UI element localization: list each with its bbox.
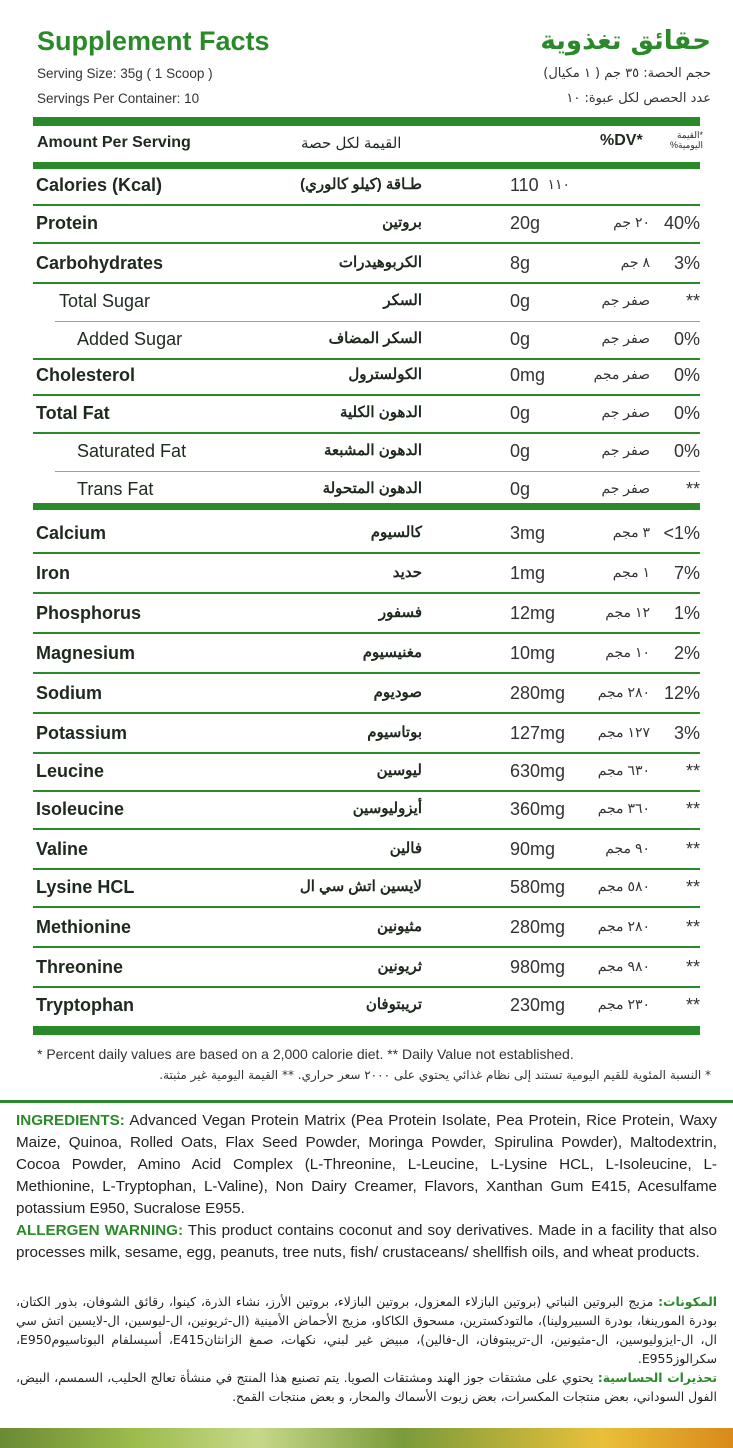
row-divider bbox=[33, 632, 700, 634]
nutrient-row bbox=[33, 516, 700, 554]
nutrient-amount: 0g bbox=[510, 403, 531, 423]
nutrient-row bbox=[33, 950, 700, 988]
nutrient-name-ar: الدهون المتحولة bbox=[322, 480, 422, 497]
nutrient-row bbox=[33, 716, 700, 754]
nutrient-amount: 90mg bbox=[510, 839, 556, 859]
nutrient-daily-value: 1% bbox=[673, 603, 700, 623]
nutrient-name-en: Threonine bbox=[36, 957, 124, 977]
nutrient-amount-ar: ١١٠ bbox=[547, 176, 570, 192]
bottom-thick-rule bbox=[33, 1026, 700, 1035]
footnote-ar: * النسبة المئوية للقيم اليومية تستند إلى نظام غذائي يحتوي على ٢٠٠٠ سعر حراري. ** القيمة اليومية غير مثبتة. bbox=[159, 1068, 711, 1082]
row-divider bbox=[33, 592, 700, 594]
nutrient-daily-value: 0% bbox=[673, 365, 700, 385]
nutrient-amount-ar: ١٠ مجم bbox=[605, 644, 650, 660]
ingredients-label-ar: المكونات: bbox=[658, 1294, 717, 1309]
allergen-text: This product contains coconut and soy derivatives. Made in a facility that also processes milk, sesame, egg, peanuts, tree nuts, fish/ crustaceans/ shellfish oils, and wheat products. bbox=[16, 1222, 717, 1261]
nutrient-daily-value: 7% bbox=[673, 563, 700, 583]
nutrient-daily-value: 40% bbox=[663, 213, 700, 233]
nutrient-amount-ar: صفر جم bbox=[601, 292, 650, 308]
nutrient-daily-value: 3% bbox=[673, 723, 700, 743]
nutrient-daily-value: ** bbox=[685, 291, 700, 311]
nutrient-amount: 3mg bbox=[510, 523, 546, 543]
nutrient-daily-value: ** bbox=[685, 761, 700, 781]
nutrient-name-ar: ثريونين bbox=[377, 958, 422, 975]
row-divider bbox=[33, 712, 700, 714]
title-ar: حقائق تغذوية bbox=[540, 26, 711, 56]
nutrient-row bbox=[33, 636, 700, 674]
product-photo-strip bbox=[0, 1428, 733, 1448]
allergen-label: ALLERGEN WARNING: bbox=[16, 1222, 184, 1239]
nutrient-name-en: Calories (Kcal) bbox=[36, 175, 163, 195]
nutrient-amount-ar: ٨ جم bbox=[620, 254, 650, 270]
nutrient-amount: 630mg bbox=[510, 761, 566, 781]
nutrient-daily-value: 3% bbox=[673, 253, 700, 273]
title-en: Supplement Facts bbox=[37, 26, 270, 56]
nutrient-row bbox=[33, 754, 700, 792]
nutrient-row bbox=[33, 596, 700, 634]
nutrient-name-en: Total Sugar bbox=[59, 291, 151, 311]
nutrient-name-en: Isoleucine bbox=[36, 799, 125, 819]
nutrient-amount-ar: صفر جم bbox=[601, 404, 650, 420]
nutrient-name-en: Protein bbox=[36, 213, 99, 233]
nutrient-amount: 360mg bbox=[510, 799, 566, 819]
nutrient-name-en: Lysine HCL bbox=[36, 877, 135, 897]
nutrient-row bbox=[33, 396, 700, 434]
nutrient-name-ar: صوديوم bbox=[373, 684, 422, 701]
nutrient-name-en: Tryptophan bbox=[36, 995, 134, 1015]
top-thick-rule bbox=[33, 117, 700, 126]
dv-header-ar: *القيمة اليومية% bbox=[670, 130, 703, 150]
nutrient-amount-ar: ٩٠ مجم bbox=[605, 840, 650, 856]
nutrient-name-en: Cholesterol bbox=[36, 365, 136, 385]
serving-size-ar: حجم الحصة: ٣٥ جم ( ١ مكيال) bbox=[543, 66, 711, 81]
nutrient-name-en: Carbohydrates bbox=[36, 253, 164, 273]
amount-header-en: Amount Per Serving bbox=[37, 134, 191, 151]
nutrient-daily-value: ** bbox=[685, 877, 700, 897]
row-divider bbox=[33, 552, 700, 554]
nutrient-daily-value: 0% bbox=[673, 441, 700, 461]
nutrient-name-ar: كالسيوم bbox=[370, 524, 422, 541]
nutrient-amount-ar: ٢٣٠ مجم bbox=[597, 996, 650, 1012]
nutrient-daily-value: ** bbox=[685, 799, 700, 819]
nutrient-daily-value: ** bbox=[685, 957, 700, 977]
row-divider bbox=[33, 503, 700, 510]
nutrient-daily-value: 12% bbox=[663, 683, 700, 703]
row-divider bbox=[33, 242, 700, 244]
nutrient-row bbox=[33, 988, 700, 1026]
nutrient-amount: 280mg bbox=[510, 917, 566, 937]
allergen-label-ar: تحذيرات الحساسية: bbox=[597, 1370, 717, 1385]
nutrient-amount-ar: ٦٣٠ مجم bbox=[597, 762, 650, 778]
nutrient-name-en: Sodium bbox=[36, 683, 102, 703]
nutrient-name-ar: الدهون الكلية bbox=[339, 404, 422, 421]
nutrient-amount: 0g bbox=[510, 479, 531, 499]
row-divider bbox=[33, 672, 700, 674]
nutrient-name-ar: فسفور bbox=[378, 604, 422, 621]
nutrient-name-ar: أيزوليوسين bbox=[352, 800, 422, 817]
nutrient-amount-ar: ٥٨٠ مجم bbox=[597, 878, 650, 894]
nutrient-amount: 0g bbox=[510, 291, 531, 311]
servings-per-container-ar: عدد الحصص لكل عبوة: ١٠ bbox=[566, 91, 711, 106]
nutrient-name-en: Added Sugar bbox=[77, 329, 183, 349]
ingredients-text-ar: مزيج البروتين النباتي (بروتين البازلاء المعزول، بروتين البازلاء، بروتين الأرز، نشاء الذرة، كينوا، رقائق الشوفان، بذور الكتان، بودرة المورينغا، بودرة السبيرولينا)، مالتودكسترين، مسحوق الكاكاو، مزيج الأحماض الأمينية (ال-ثريونين، ال-ليوسين، ال-لايسين اتش سي ال، ال-ايزوليوسين، ال-مثيونين، ال-تريبتوفان، ال-فالين)، مبيض غير لبني، نكهات، صمغ الزانثانE415، أسيسلفام البوتاسيومE950، سكرالوزE955. bbox=[16, 1294, 718, 1366]
nutrient-row bbox=[33, 434, 700, 472]
nutrient-row bbox=[33, 832, 700, 870]
nutrient-amount: 110 bbox=[510, 175, 539, 195]
nutrient-daily-value: 0% bbox=[673, 403, 700, 423]
nutrient-name-en: Trans Fat bbox=[77, 479, 154, 499]
nutrient-name-en: Saturated Fat bbox=[77, 441, 187, 461]
nutrient-amount-ar: صفر جم bbox=[601, 330, 650, 346]
nutrient-amount-ar: ٢٠ جم bbox=[613, 214, 650, 230]
nutrient-amount-ar: ٣٦٠ مجم bbox=[597, 800, 650, 816]
nutrient-name-ar: الدهون المشبعة bbox=[323, 442, 422, 459]
nutrient-daily-value: ** bbox=[685, 917, 700, 937]
nutrient-amount: 127mg bbox=[510, 723, 566, 743]
nutrient-daily-value: 0% bbox=[673, 329, 700, 349]
ingredients-block-en bbox=[16, 1110, 717, 1264]
nutrient-amount: 0mg bbox=[510, 365, 546, 385]
nutrient-name-ar: حديد bbox=[392, 564, 422, 581]
nutrient-amount: 230mg bbox=[510, 995, 566, 1015]
nutrient-amount: 580mg bbox=[510, 877, 566, 897]
allergen-text-ar: يحتوي على مشتقات جوز الهند ومشتقات الصويا. يتم تصنيع هذا المنتج في منشأة تعالج الحليب، السمسم، البيض، الفول السوداني، بعض منتجات المكسرات، بعض زيوت الأسماك والمحار، و بعض منتجات القمح. bbox=[16, 1370, 717, 1404]
nutrient-name-ar: بوتاسيوم bbox=[367, 724, 422, 741]
row-divider bbox=[33, 906, 700, 908]
nutrient-row bbox=[33, 358, 700, 396]
nutrient-name-en: Leucine bbox=[36, 761, 105, 781]
row-divider bbox=[33, 946, 700, 948]
nutrient-amount-ar: ٩٨٠ مجم bbox=[597, 958, 650, 974]
nutrient-row bbox=[33, 556, 700, 594]
nutrient-amount: 10mg bbox=[510, 643, 556, 663]
nutrient-amount: 12mg bbox=[510, 603, 556, 623]
nutrient-row bbox=[33, 910, 700, 948]
nutrient-amount-ar: ٢٨٠ مجم bbox=[597, 918, 650, 934]
row-divider bbox=[33, 828, 700, 830]
nutrient-row bbox=[33, 246, 700, 284]
nutrient-row bbox=[33, 870, 700, 908]
nutrient-amount: 0g bbox=[510, 329, 531, 349]
nutrient-daily-value: ** bbox=[685, 995, 700, 1015]
nutrient-row bbox=[33, 206, 700, 244]
section-divider bbox=[0, 1100, 733, 1103]
nutrient-amount-ar: ١ مجم bbox=[612, 564, 650, 580]
nutrient-name-en: Calcium bbox=[36, 523, 107, 543]
nutrient-name-ar: تريبتوفان bbox=[365, 996, 422, 1013]
nutrient-name-en: Magnesium bbox=[36, 643, 136, 663]
nutrient-daily-value: 2% bbox=[673, 643, 700, 663]
nutrient-name-ar: الكولسترول bbox=[348, 366, 422, 383]
servings-per-container-en: Servings Per Container: 10 bbox=[37, 91, 200, 106]
nutrient-amount: 980mg bbox=[510, 957, 566, 977]
nutrient-name-ar: ليوسين bbox=[376, 762, 422, 779]
nutrient-amount-ar: ٢٨٠ مجم bbox=[597, 684, 650, 700]
nutrient-daily-value: ** bbox=[685, 839, 700, 859]
nutrient-row bbox=[33, 322, 700, 360]
nutrient-amount-ar: ١٢ مجم bbox=[605, 604, 650, 620]
nutrient-amount: 1mg bbox=[510, 563, 546, 583]
nutrient-name-en: Valine bbox=[36, 839, 89, 859]
ingredients-block-ar bbox=[16, 1292, 717, 1406]
nutrient-amount-ar: ١٢٧ مجم bbox=[597, 724, 650, 740]
nutrient-row bbox=[33, 168, 700, 206]
ingredients-label: INGREDIENTS: bbox=[16, 1112, 125, 1129]
nutrient-amount: 0g bbox=[510, 441, 531, 461]
column-header bbox=[33, 128, 703, 162]
nutrient-row bbox=[33, 676, 700, 714]
nutrient-row bbox=[33, 284, 700, 322]
nutrient-name-ar: الكربوهيدرات bbox=[338, 254, 422, 271]
nutrient-name-en: Potassium bbox=[36, 723, 128, 743]
amount-header-ar: القيمة لكل حصة bbox=[301, 135, 402, 152]
nutrient-amount-ar: صفر جم bbox=[601, 442, 650, 458]
nutrient-daily-value: ** bbox=[685, 479, 700, 499]
nutrient-name-en: Total Fat bbox=[36, 403, 110, 423]
ingredients-text: Advanced Vegan Protein Matrix (Pea Protein Isolate, Pea Protein, Rice Protein, Waxy Maize, Quinoa, Rolled Oats, Flax Seed Powder, Moringa Powder, Spirulina Powder), Maltodextrin, Cocoa Powder, Amino Acid Complex (L-Threonine, L-Leucine, L-Lysine HCL, L-Isoleucine, L-Methionine, L-Tryptophan, L-Valine), Non Dairy Creamer, Flavors, Xanthan Gum E415, Acesulfame potassium E950, Sucralose E955. bbox=[16, 1112, 717, 1217]
nutrient-amount-ar: صفر جم bbox=[601, 480, 650, 496]
nutrient-amount: 8g bbox=[510, 253, 531, 273]
nutrient-name-en: Methionine bbox=[36, 917, 131, 937]
nutrient-row bbox=[33, 792, 700, 830]
nutrient-name-ar: لايسين اتش سي ال bbox=[299, 878, 422, 895]
nutrient-name-ar: مثيونين bbox=[377, 918, 422, 935]
nutrient-amount-ar: صفر مجم bbox=[593, 366, 650, 382]
nutrient-amount: 280mg bbox=[510, 683, 566, 703]
nutrient-amount: 20g bbox=[510, 213, 541, 233]
footnote-en: * Percent daily values are based on a 2,000 calorie diet. ** Daily Value not established. bbox=[37, 1046, 574, 1062]
nutrient-daily-value: <1% bbox=[663, 523, 700, 543]
nutrient-amount-ar: ٣ مجم bbox=[612, 524, 650, 540]
nutrient-name-ar: السكر bbox=[383, 292, 422, 309]
nutrient-row bbox=[33, 472, 700, 510]
nutrient-name-ar: فالين bbox=[389, 840, 422, 857]
nutrient-name-ar: مغنيسيوم bbox=[362, 644, 422, 661]
serving-size-en: Serving Size: 35g ( 1 Scoop ) bbox=[37, 66, 213, 81]
nutrient-name-ar: بروتين bbox=[382, 214, 422, 231]
nutrient-name-en: Phosphorus bbox=[36, 603, 142, 623]
nutrient-name-en: Iron bbox=[36, 563, 70, 583]
nutrient-name-ar: السكر المضاف bbox=[328, 330, 422, 347]
dv-header-en: %DV* bbox=[600, 132, 643, 149]
nutrient-name-ar: طـاقة (كيلو كالوري) bbox=[300, 176, 422, 193]
